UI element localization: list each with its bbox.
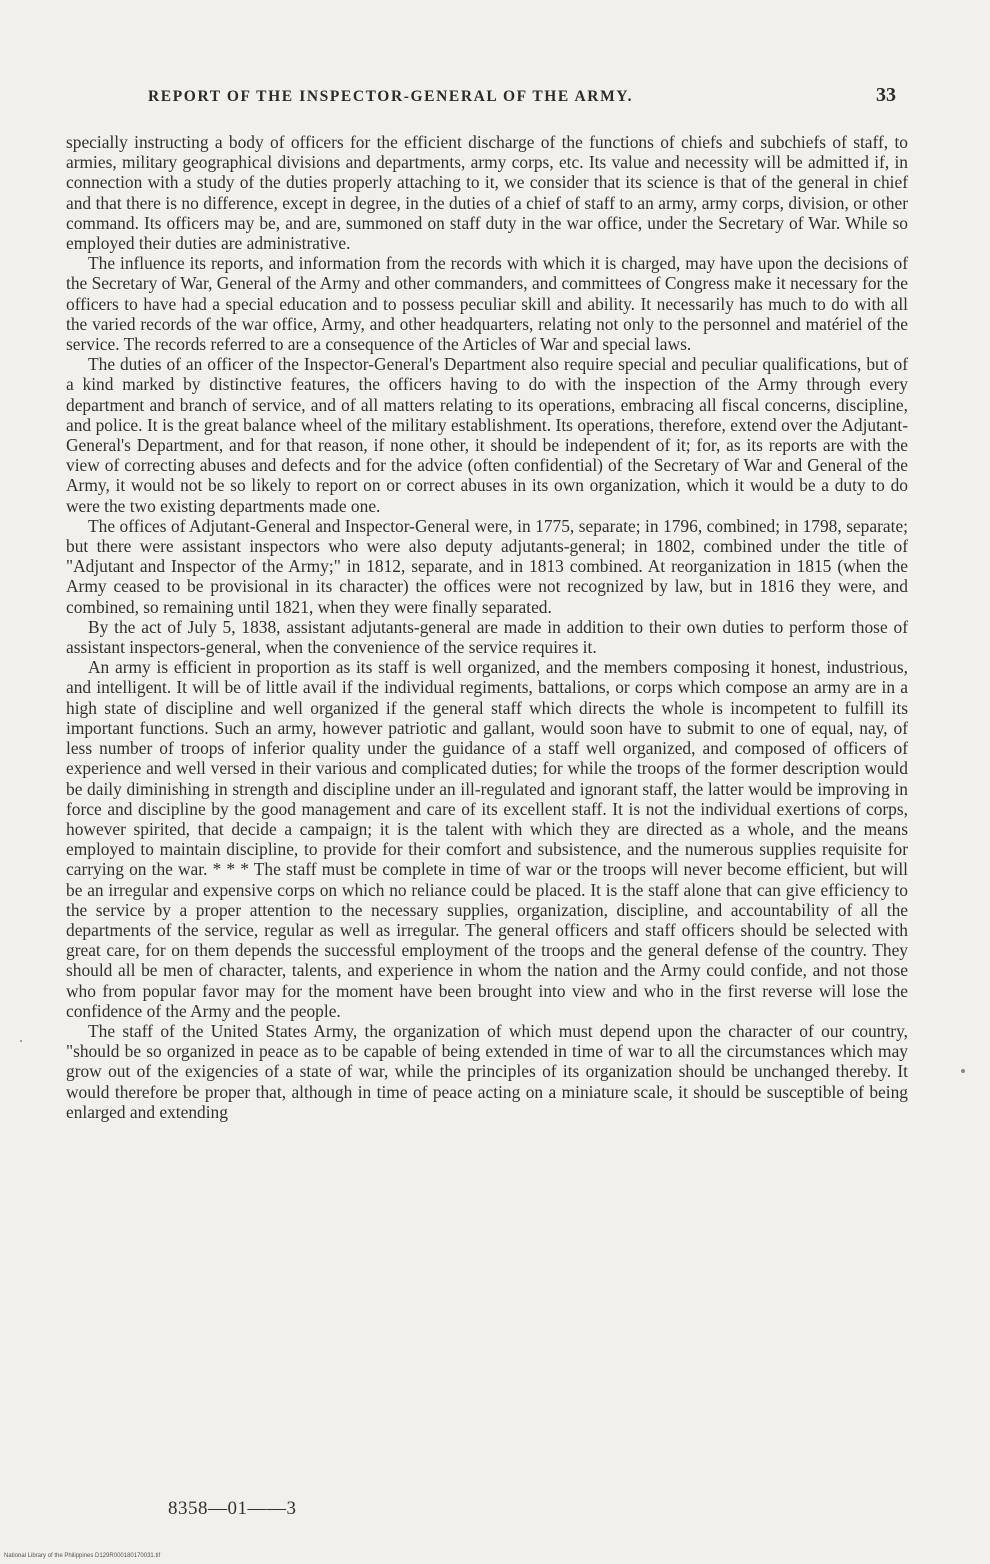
paragraph-offices-history: The offices of Adjutant-General and Inspector-General were, in 1775, separate; in 1796, combined; in 1798, separate; but there were assistant inspectors who were also deputy adjutants-general; in 1802, combined under the title of "Adjutant and Inspector of the Army;" in 1812, separate, and in 1813 combined. At reorganization in 1815 (when the Army ceased to be provisional in its character) the offices were not recognized by law, but in 1816 they were, and combined, so remaining until 1821, when they were finally separated. [66,515,908,617]
paragraph-inspector-general-duties: The duties of an officer of the Inspector-General's Department also require special and peculiar qualifications, but of a kind marked by distinctive features, the officers having to do with the inspection of the Army through every department and branch of service, and of all matters relating to its operations, embracing all fiscal concerns, discipline, and police. It is the great balance wheel of the military establishment. Its operations, therefore, extend over the Adjutant-General's Department, and for that reason, if none other, it should be independent of it; for, as its reports are with the view of correcting abuses and defects and for the advice (often confidential) of the Secretary of War and General of the Army, it would not be so likely to report on or correct abuses in its own organization, which it would be a duty to do were the two existing departments made one. [66,354,908,516]
paragraph-act-of-1838: By the act of July 5, 1838, assistant adjutants-general are made in addition to their own duties to perform those of assistant inspectors-general, when the convenience of the service requires it. [66,616,908,658]
paragraph-united-states-staff: The staff of the United States Army, the organization of which must depend upon the character of our country, "should be so organized in peace as to be capable of being extended in time of war to all the circumstances which may grow out of the exigencies of a state of war, while the principles of its organization should be unchanged thereby. It would therefore be proper that, although in time of peace acting on a miniature scale, it should be susceptible of being enlarged and extending [66,1020,908,1122]
paper-speck [961,1069,965,1073]
paper-speck [20,1040,22,1042]
body-text [66,132,908,1122]
printer-signature-mark: 8358—01——3 [168,1498,297,1519]
paragraph-continuation: specially instructing a body of officers for the efficient discharge of the functions of chiefs and subchiefs of staff, to armies, military geographical divisions and departments, army corps, etc. Its value and necessity will be admitted if, in connection with a study of the duties properly attaching to it, we consider that its science is that of the general in chief and that there is no difference, except in degree, in the duties of a chief of staff to an army, army corps, division, or other command. Its officers may be, and are, summoned on staff duty in the war office, under the Secretary of War. While so employed their duties are administrative. [66,132,908,254]
running-head: REPORT OF THE INSPECTOR-GENERAL OF THE ARMY. [148,88,634,105]
paragraph-influence-of-reports: The influence its reports, and information from the records with which it is charged, may have upon the decisions of the Secretary of War, General of the Army and other commanders, and committees of Congress make it necessary for the officers to have had a special education and to possess peculiar skill and ability. It necessarily has much to do with all the varied records of the war office, Army, and other headquarters, relating not only to the personnel and matériel of the service. The records referred to are a consequence of the Articles of War and special laws. [66,253,908,355]
page-number: 33 [876,84,896,106]
paragraph-army-efficiency: An army is efficient in proportion as its staff is well organized, and the members composing it honest, industrious, and intelligent. It will be of little avail if the individual regiments, battalions, or corps which compose an army are in a high state of discipline and well organized if the general staff which directs the whole is incompetent to fulfill its important functions. Such an army, however patriotic and gallant, would soon have to submit to one of equal, nay, of less number of troops of inferior quality under the guidance of a staff well organized, and composed of officers of experience and well versed in their various and complicated duties; for while the troops of the former description would be daily diminishing in strength and discipline under an ill-regulated and ignorant staff, the latter would be improving in force and discipline by the good management and care of its excellent staff. It is not the individual exertions of corps, however spirited, that decide a campaign; it is the talent with which they are directed as a whole, and the means employed to maintain discipline, to provide for their comfort and subsistence, and the numerous supplies requisite for carrying on the war. * * * The staff must be complete in time of war or the troops will never become efficient, but will be an irregular and expensive corps on which no reliance could be placed. It is the staff alone that can give efficiency to the service by a proper attention to the necessary supplies, organization, discipline, and accountability of all the departments of the service, regular as well as irregular. The general officers and staff officers should be selected with great care, for on them depends the successful employment of the troops and the general defense of the country. They should all be men of character, talents, and experience in whom the nation and the Army could confide, and not those who from popular favor may for the moment have been brought into view and who in the first reverse will lose the confidence of the Army and the people. [66,657,908,1021]
scan-stamp: National Library of the Philippines D129R000180170031.tif [4,1553,161,1559]
